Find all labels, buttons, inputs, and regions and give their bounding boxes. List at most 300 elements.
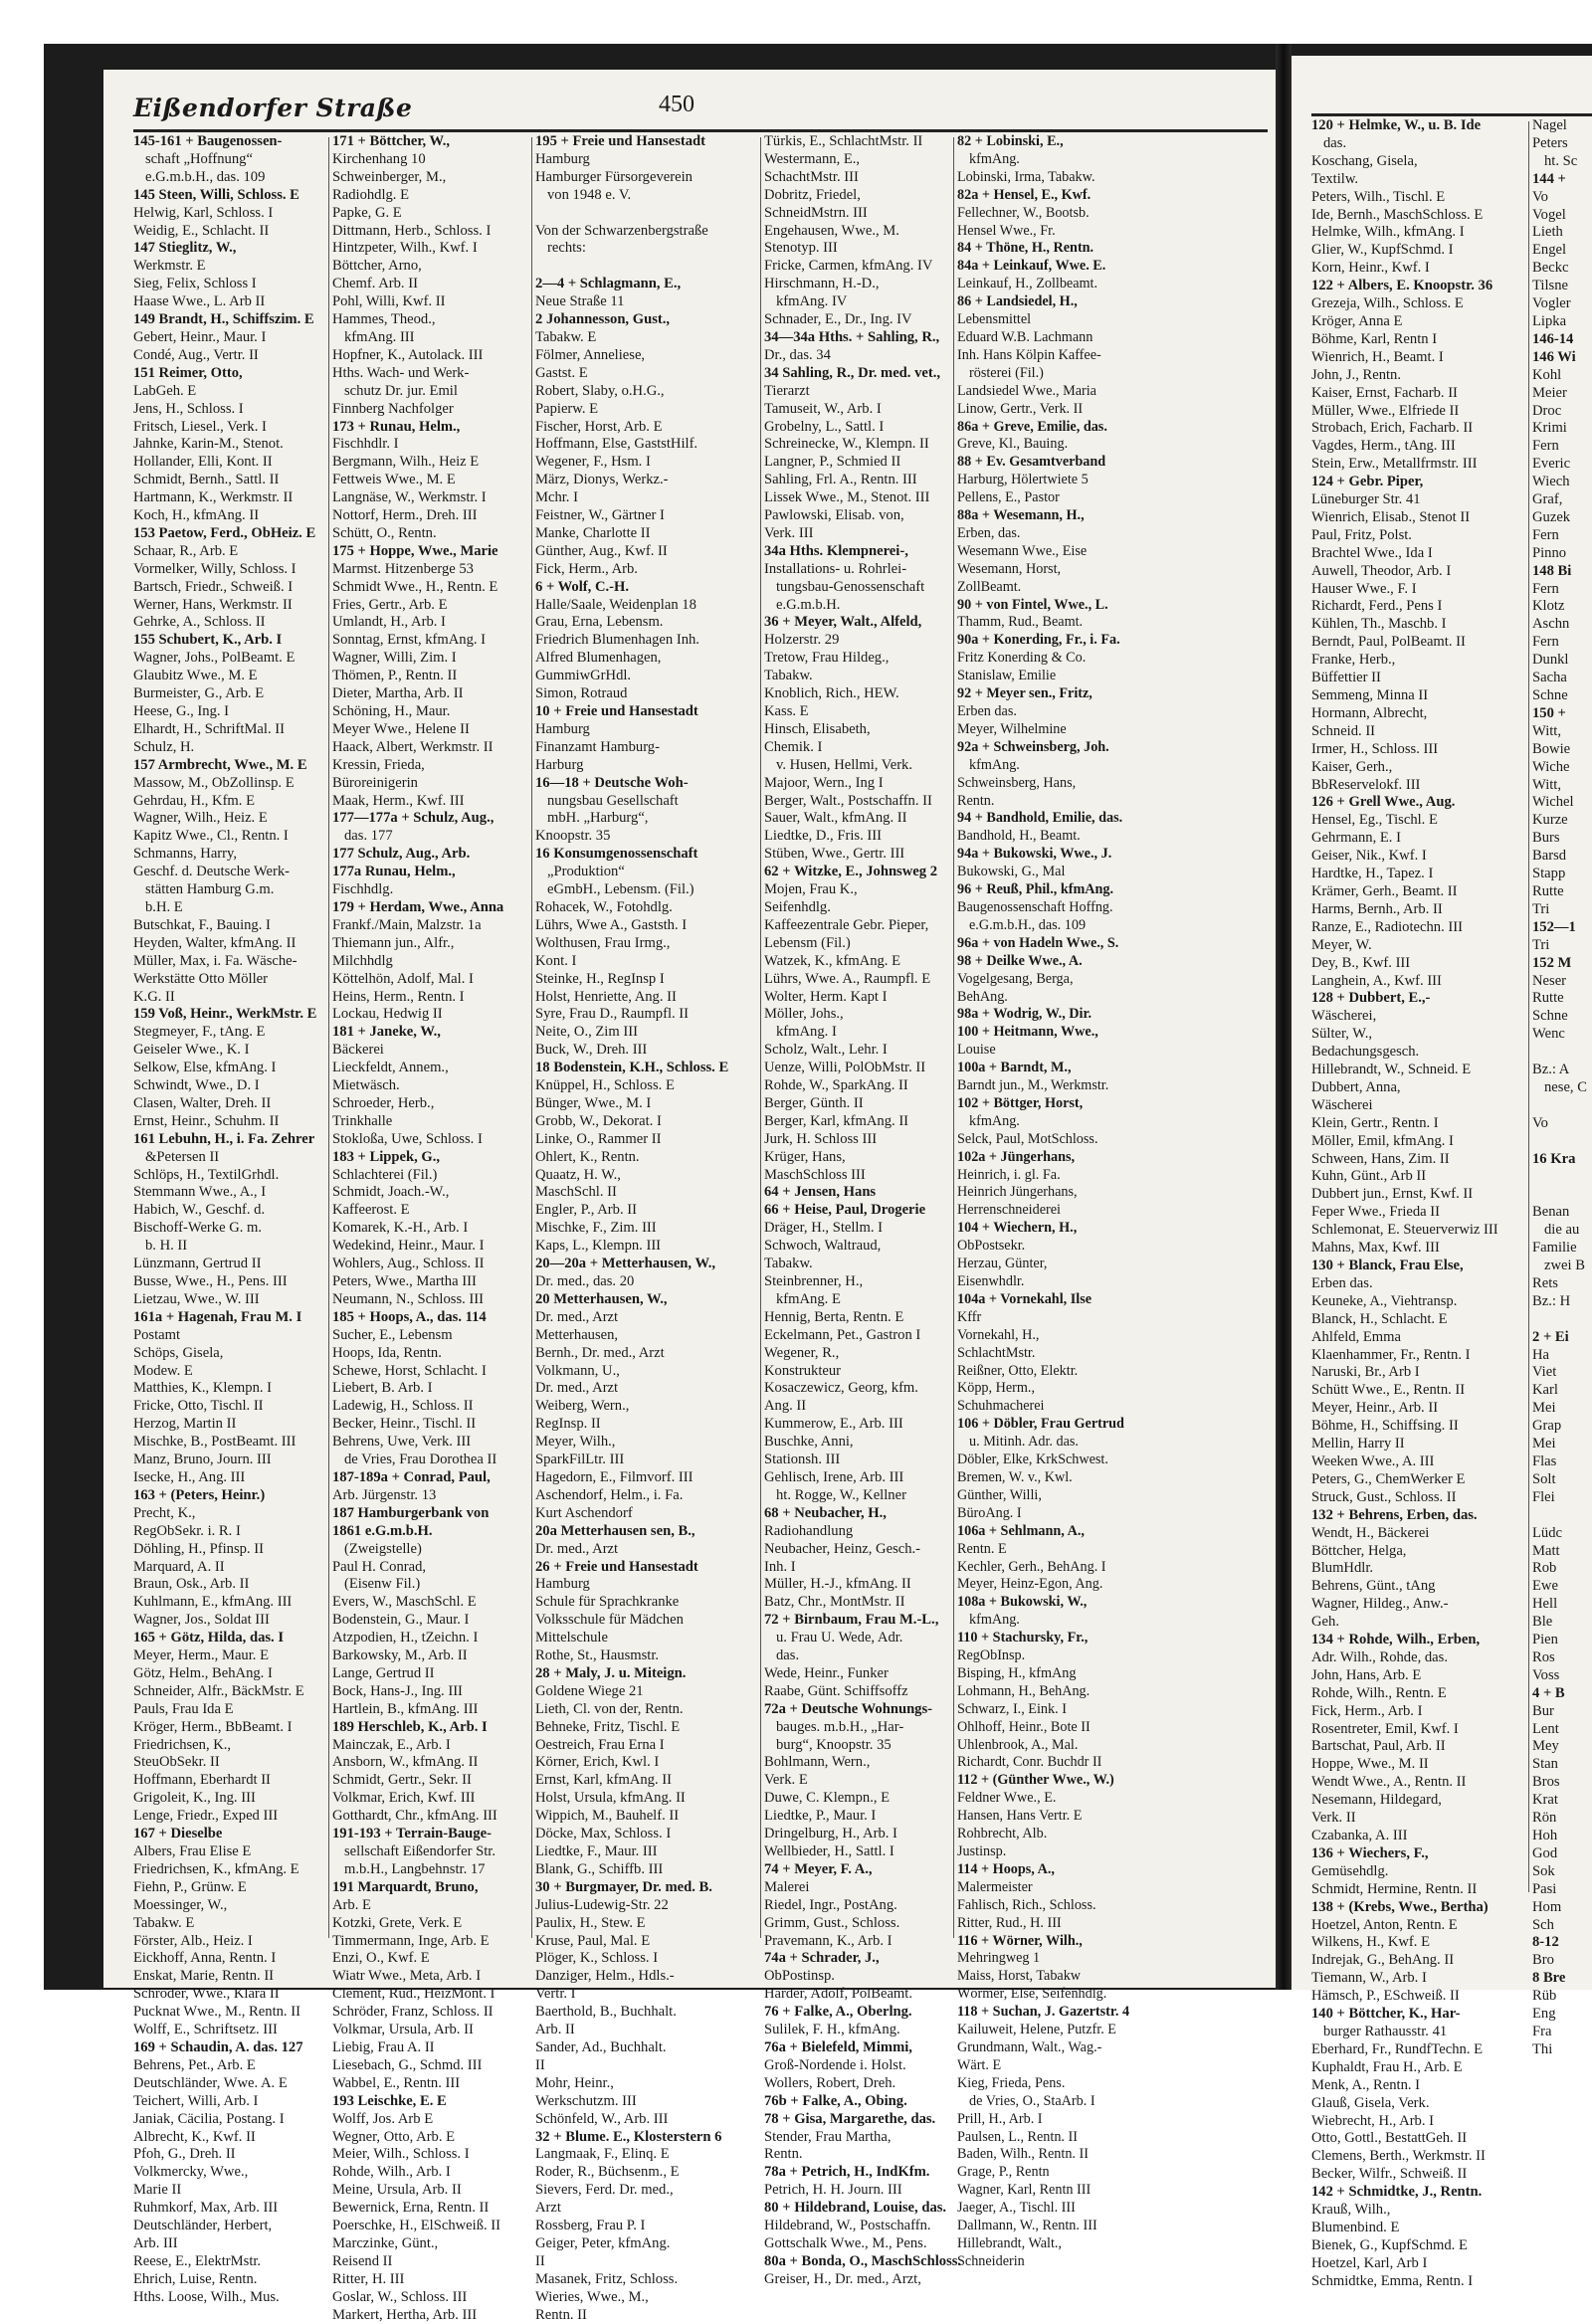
directory-entry-line: Umlandt, H., Arb. I [332, 614, 446, 631]
directory-entry-line: Arb. II [535, 2022, 575, 2038]
directory-entry-line: Ros [1532, 1648, 1555, 1665]
directory-entry-line: Seifenhdlg. [764, 898, 831, 915]
directory-entry-line: II [535, 2252, 545, 2269]
directory-entry-line: Hammes, Theod., [332, 311, 436, 328]
directory-entry-line: Erben, das. [957, 524, 1021, 541]
directory-entry-line: Hauser Wwe., F. I [1311, 580, 1417, 597]
directory-entry-line: Hillebrandt, W., Schneid. E [1311, 1062, 1472, 1078]
directory-entry-line: BlumHdlr. [1311, 1560, 1374, 1577]
directory-entry-line: Tretow, Frau Hildeg., [764, 650, 890, 667]
directory-entry-line: Becker, Wilfr., Schweiß. II [1311, 2166, 1468, 2183]
directory-entry-line: Arb. E [332, 1896, 371, 1913]
directory-entry-line: Ha [1532, 1346, 1550, 1363]
directory-entry-line: Harder, Adolf, PolBeamt. [764, 1986, 912, 2003]
directory-entry-line: Pfoh, G., Dreh. II [133, 2146, 236, 2163]
directory-entry-line: 191-193 + Terrain-Bauge- [332, 1826, 492, 1842]
directory-entry-line: Müller, Max, i. Fa. Wäsche- [133, 952, 298, 969]
directory-entry-line: Schütt, O., Rentn. [332, 524, 437, 541]
directory-entry-line: Pinno [1532, 544, 1567, 561]
directory-entry-line: rösterei (Fil.) [969, 364, 1044, 381]
directory-entry-line: 126 + Grell Wwe., Aug. [1311, 794, 1456, 811]
directory-entry-line: Rutte [1532, 882, 1564, 899]
directory-entry-line: Wollers, Robert, Dreh. [764, 2074, 896, 2091]
directory-entry-line: 10 + Freie und Hansestadt [535, 703, 698, 719]
directory-entry-line: Ranze, E., Radiotechn. III [1311, 918, 1463, 935]
directory-entry-line: b. H. II [145, 1238, 188, 1255]
directory-entry-line: &Petersen II [145, 1148, 220, 1165]
directory-entry-line: Tabakw. E [133, 1914, 195, 1931]
directory-entry-line: Stanislaw, Emilie [957, 668, 1057, 684]
directory-entry-line: Fra [1532, 2023, 1552, 2039]
directory-entry-line: 92 + Meyer sen., Fritz, [957, 685, 1093, 702]
directory-entry-line: Bukowski, G., Mal [957, 864, 1066, 880]
street-heading: Eißendorfer Straße [133, 94, 413, 122]
directory-entry-line: Kressin, Frieda, [332, 756, 425, 773]
directory-entry-line: Marmst. Hitzenberge 53 [332, 560, 474, 577]
directory-entry-line: Leinkauf, H., Zollbeamt. [957, 276, 1098, 292]
directory-entry-line: Solt [1532, 1470, 1556, 1487]
directory-entry-line: Lieth, Cl. von der, Rentn. [535, 1700, 684, 1717]
directory-entry-line: Lührs, Wwe. A., Raumpfl. E [764, 970, 931, 987]
directory-entry-line: Weeken Wwe., A. III [1311, 1452, 1435, 1469]
directory-entry-line: 96a + von Hadeln Wwe., S. [957, 934, 1119, 951]
directory-entry-line: Meyer, Wilh., [535, 1434, 616, 1451]
directory-entry-line: Fischhdlg. [332, 881, 394, 898]
directory-entry-line: Schröder, Wwe., Klara II [133, 1986, 280, 2003]
directory-entry-line: Aschendorf, Helm., i. Fa. [535, 1486, 684, 1503]
directory-entry-line: Wenc [1532, 1026, 1565, 1043]
directory-entry-line: kfmAng. IV [776, 293, 848, 310]
directory-entry-line: Greve, Kl., Bauing. [957, 436, 1069, 453]
directory-entry-line: SchlachtMstr. [957, 1344, 1036, 1361]
directory-entry-line: Lebensmittel [957, 311, 1032, 328]
directory-entry-line: 161a + Hagenah, Frau M. I [133, 1308, 302, 1325]
directory-entry-line: Manke, Charlotte II [535, 524, 651, 541]
directory-entry-line: Braun, Osk., Arb. II [133, 1576, 250, 1593]
directory-entry-line: Kruse, Paul, Mal. E [535, 1932, 651, 1949]
directory-entry-line: Clasen, Walter, Dreh. II [133, 1094, 272, 1111]
directory-entry-line: Nagel [1532, 117, 1567, 133]
directory-entry-line: Meyer, Heinz-Egon, Ang. [957, 1576, 1103, 1593]
directory-entry-line: Grezeja, Wilh., Schloss. E [1311, 295, 1464, 312]
directory-entry-line: Buschke, Anni, [764, 1434, 854, 1451]
directory-entry-line: Stan [1532, 1756, 1558, 1773]
directory-entry-line: Sülter, W., [1311, 1026, 1373, 1043]
directory-entry-line: Arb. Jürgenstr. 13 [332, 1486, 437, 1503]
directory-entry-line: Wendt Wwe., A., Rentn. II [1311, 1774, 1467, 1791]
directory-entry-line: 20a Metterhausen sen, B., [535, 1522, 696, 1539]
directory-entry-line: Vormelker, Willy, Schloss. I [133, 560, 297, 577]
directory-entry-line: Behrens, Uwe, Verk. III [332, 1434, 472, 1451]
directory-entry-line: 8 Bre [1532, 1970, 1566, 1987]
directory-entry-line: Mehringweg 1 [957, 1950, 1041, 1967]
directory-entry-line: Wiche [1532, 758, 1570, 775]
directory-entry-line: 138 + (Krebs, Wwe., Bertha) [1311, 1898, 1489, 1915]
column-divider [953, 137, 954, 1938]
directory-entry-line: Schnader, E., Dr., Ing. IV [764, 311, 912, 328]
directory-entry-line: 74 + Meyer, F. A., [764, 1860, 873, 1877]
header-rule [133, 129, 1268, 132]
directory-entry-line: 88a + Wesemann, H., [957, 507, 1085, 524]
directory-entry-line: Gotthardt, Chr., kfmAng. III [332, 1808, 498, 1825]
directory-entry-line: Hoppe, Wwe., M. II [1311, 1756, 1429, 1773]
directory-entry-line: Peters, Wilh., Tischl. E [1311, 188, 1446, 205]
directory-entry-line: Goldene Wiege 21 [535, 1682, 644, 1699]
directory-entry-line: 16 Konsumgenossenschaft [535, 846, 698, 863]
directory-entry-line: Krat [1532, 1792, 1558, 1809]
directory-entry-line: Bewernick, Erna, Rentn. II [332, 2200, 490, 2217]
directory-entry-line: Sch [1532, 1916, 1554, 1933]
directory-entry-line: Wagner, Karl, Rentn III [957, 2182, 1092, 2199]
directory-entry-line: Pawlowski, Elisab. von, [764, 507, 904, 524]
directory-entry-line: u. Frau U. Wede, Adr. [776, 1630, 903, 1646]
directory-entry-line: Burmeister, G., Arb. E [133, 685, 265, 702]
directory-entry-line: Simon, Rotraud [535, 685, 628, 702]
directory-entry-line: sellschaft Eißendorfer Str. [344, 1843, 496, 1859]
directory-entry-line: Wellbieder, H., Sattl. I [764, 1843, 895, 1859]
directory-entry-line: Nottorf, Herm., Dreh. III [332, 507, 478, 524]
directory-entry-line: 183 + Lippek, G., [332, 1148, 441, 1165]
directory-entry-line: Ohlert, K., Rentn. [535, 1148, 640, 1165]
directory-entry-line: Viet [1532, 1364, 1557, 1381]
directory-entry-line: Herzog, Martin II [133, 1416, 237, 1433]
directory-entry-line: Fries, Gertr., Arb. E [332, 596, 448, 613]
directory-entry-line: Lissek Wwe., M., Stenot. III [764, 489, 930, 506]
directory-entry-line: Guzek [1532, 508, 1571, 525]
directory-entry-line: Hoffmann, Else, GaststHilf. [535, 436, 698, 453]
directory-entry-line: Hell [1532, 1596, 1558, 1613]
directory-entry-line: Vo [1532, 188, 1548, 205]
directory-entry-line: Wolff, E., Schriftsetz. III [133, 2022, 278, 2038]
directory-entry-line: Wärt. E [957, 2056, 1002, 2073]
directory-entry-line: Stationsh. III [764, 1452, 841, 1468]
directory-entry-line: 150 + [1532, 704, 1566, 721]
directory-entry-line: Bartschat, Paul, Arb. II [1311, 1738, 1446, 1755]
directory-entry-line: Gehrdau, H., Kfm. E [133, 792, 255, 809]
directory-entry-line: 64 + Jensen, Hans [764, 1184, 877, 1201]
directory-entry-line [1532, 1507, 1592, 1525]
directory-entry-line: Selkow, Else, kfmAng. I [133, 1060, 277, 1076]
directory-entry-line: 76a + Bielefeld, Mimmi, [764, 2038, 912, 2055]
directory-entry-line: Rentn. [764, 2146, 803, 2163]
directory-entry-line: Hamburg [535, 1576, 590, 1593]
directory-entry-line: Ernst, Heinr., Schuhm. II [133, 1112, 280, 1129]
directory-entry-line: LabGeh. E [133, 382, 197, 399]
directory-entry-line: Wiatr Wwe., Meta, Arb. I [332, 1968, 482, 1985]
directory-entry-line: Mojen, Frau K., [764, 881, 858, 898]
directory-entry-line: Wagner, Jos., Soldat III [133, 1612, 270, 1629]
directory-entry-line: Isecke, H., Ang. III [133, 1468, 246, 1485]
directory-entry-line: Textilw. [1311, 170, 1359, 187]
directory-entry-line: ObPostsekr. [957, 1238, 1026, 1255]
directory-entry-line: Schröder, Franz, Schloss. II [332, 2004, 494, 2021]
directory-entry-line: Hildebrand, W., Postschaffn. [764, 2218, 931, 2234]
directory-entry-line: 80a + Bonda, O., MaschSchloss. [764, 2252, 962, 2269]
directory-entry-line: Volkmar, Erich, Kwf. III [332, 1790, 476, 1807]
directory-entry-line: 187-189a + Conrad, Paul, [332, 1468, 491, 1485]
directory-entry-line: Schlachterei (Fil.) [332, 1166, 438, 1183]
directory-entry-line: Körner, Erich, Kwl. I [535, 1754, 660, 1771]
directory-entry-line: Dubbert jun., Ernst, Kwf. II [1311, 1186, 1474, 1203]
directory-entry-line: Kühlen, Th., Maschb. I [1311, 616, 1447, 633]
directory-entry-line: Installations- u. Rohrlei- [764, 560, 907, 577]
directory-entry-line: Hom [1532, 1898, 1562, 1915]
directory-entry-line: Batz, Chr., MontMstr. II [764, 1594, 905, 1611]
directory-entry-line: Klotz [1532, 598, 1565, 615]
directory-entry-line: Lockau, Hedwig II [332, 1006, 443, 1023]
directory-entry-line: Thiemann jun., Alfr., [332, 934, 455, 951]
directory-entry-line: Schneid. II [1311, 722, 1376, 739]
directory-entry-line: 26 + Freie und Hansestadt [535, 1558, 698, 1575]
directory-entry-line: Gehrmann, E. I [1311, 830, 1401, 847]
directory-entry-line: Klaenhammer, Fr., Rentn. I [1311, 1346, 1471, 1363]
directory-entry-line: Duwe, C. Klempn., E [764, 1790, 891, 1807]
directory-entry-line: Danziger, Helm., Hdls.- [535, 1968, 675, 1985]
directory-entry-line: Trinkhalle [332, 1112, 393, 1129]
directory-entry-line: Greiser, H., Dr. med., Arzt, [764, 2270, 921, 2287]
directory-entry-line: Karl [1532, 1382, 1558, 1399]
directory-entry-line: Schmidt Wwe., H., Rentn. E [332, 578, 498, 595]
directory-entry-line: Arzt [535, 2200, 561, 2217]
directory-entry-line: Förster, Alb., Heiz. I [133, 1932, 253, 1949]
directory-entry-line: Rohde, Wilh., Arb. I [332, 2164, 451, 2181]
directory-entry-line: Butschkat, F., Bauing. I [133, 916, 271, 933]
directory-entry-line: Heinrich, i. gl. Fa. [957, 1166, 1061, 1183]
directory-entry-line: Linke, O., Rammer II [535, 1130, 662, 1147]
directory-entry-line: Gehlisch, Irene, Arb. III [764, 1468, 904, 1485]
directory-entry-line: Nesemann, Hildegard, [1311, 1792, 1442, 1809]
directory-entry-line: Schulz, H. [133, 738, 195, 755]
directory-entry-line: 100 + Heitmann, Wwe., [957, 1024, 1098, 1041]
directory-entry-line: Fricke, Otto, Tischl. II [133, 1398, 264, 1415]
directory-entry-line: 16 Kra [1532, 1150, 1576, 1167]
directory-entry-line: Habich, W., Geschf. d. [133, 1202, 266, 1219]
directory-entry-line: 185 + Hoops, A., das. 114 [332, 1308, 487, 1325]
directory-entry-line: Mainczak, E., Arb. I [332, 1736, 451, 1753]
directory-entry-line: 2 + Ei [1532, 1328, 1569, 1345]
directory-entry-line: Hamburg [535, 720, 590, 737]
directory-entry-line: Sieg, Felix, Schloss I [133, 276, 257, 292]
column-5 [957, 133, 1264, 2269]
directory-columns [133, 133, 1268, 2323]
directory-entry-line: Friedrichsen, K., [133, 1736, 232, 1753]
directory-entry-line: Werkstätte Otto Möller [133, 970, 268, 987]
directory-entry-line: Friedrichsen, K., kfmAng. E [133, 1860, 299, 1877]
directory-entry-line: Gebert, Heinr., Maur. I [133, 328, 267, 345]
directory-entry-line: 104 + Wiechern, H., [957, 1220, 1078, 1237]
directory-entry-line: Ernst, Karl, kfmAng. II [535, 1772, 672, 1789]
directory-entry-line: 145 Steen, Willi, Schloss. E [133, 186, 299, 203]
directory-entry-line: 100a + Barndt, M., [957, 1060, 1072, 1076]
directory-entry-line: 84a + Leinkauf, Wwe. E. [957, 258, 1106, 275]
directory-entry-line: Döhling, H., Pfinsp. II [133, 1540, 264, 1557]
directory-entry-line: Grap [1532, 1418, 1562, 1435]
directory-entry-line: Wagner, Hildeg., Anw.- [1311, 1596, 1449, 1613]
directory-entry-line: Harburg, Hölertwiete 5 [957, 472, 1089, 488]
directory-entry-line: Rohbrecht, Alb. [957, 1826, 1048, 1842]
directory-entry-line: Precht, K., [133, 1504, 196, 1521]
directory-entry-line: Flas [1532, 1452, 1557, 1469]
directory-entry-line: Clement, Rud., HeizMont. I [332, 1986, 496, 2003]
directory-entry-line: Bandhold, H., Beamt. [957, 828, 1081, 845]
directory-entry-line: Hensel Wwe., Fr. [957, 222, 1056, 239]
directory-entry-line: Kaffeerost. E [332, 1202, 410, 1219]
directory-entry-line: Schween, Hans, Zim. II [1311, 1150, 1450, 1167]
directory-entry-line: Heyden, Walter, kfmAng. II [133, 934, 297, 951]
directory-entry-line: Maiss, Horst, Tabakw [957, 1968, 1082, 1985]
directory-entry-line: Berger, Günth. II [764, 1094, 864, 1111]
directory-entry-line: Radiohandlung [764, 1522, 854, 1539]
directory-entry-line: Erben das. [957, 703, 1017, 719]
directory-entry-line: Hamburger Fürsorgeverein [535, 168, 693, 185]
directory-entry-line: 173 + Runau, Helm., [332, 418, 461, 435]
directory-entry-line: Naruski, Br., Arb I [1311, 1364, 1420, 1381]
directory-entry-line: Stein, Erw., Metallfrmstr. III [1311, 456, 1478, 473]
directory-entry-line: Feistner, W., Gärtner I [535, 507, 665, 524]
directory-entry-line: Engel [1532, 242, 1567, 259]
directory-entry-line: Hoffmann, Eberhardt II [133, 1772, 271, 1789]
directory-entry-line: Bäckerei [332, 1042, 384, 1059]
directory-entry-line: de Vries, Frau Dorothea II [344, 1452, 498, 1468]
directory-entry-line: Markert, Hertha, Arb. III [332, 2306, 478, 2323]
directory-entry-line: Wiech [1532, 474, 1570, 490]
directory-entry-line: 112 + (Günther Wwe., W.) [957, 1772, 1114, 1789]
directory-entry-line: Mohr, Heinr., [535, 2074, 614, 2091]
directory-entry-line: Hamburg [535, 150, 590, 167]
directory-entry-line: 32 + Blume. E., Klosterstern 6 [535, 2128, 722, 2145]
directory-entry-line: Lobinski, Irma, Tabakw. [957, 168, 1095, 185]
directory-entry-line: 118 + Suchan, J. Gazertstr. 4 [957, 2004, 1130, 2021]
directory-entry-line: Günther, Willi, [957, 1486, 1042, 1503]
directory-entry-line: Sahling, Frl. A., Rentn. III [764, 472, 917, 488]
directory-entry-line: Marie II [133, 2182, 182, 2199]
directory-entry-line: Flei [1532, 1488, 1555, 1505]
directory-entry-line: Erben das. [1311, 1274, 1373, 1291]
directory-entry-line: Ritter, H. III [332, 2270, 405, 2287]
directory-entry-line: 177a Runau, Helm., [332, 864, 456, 880]
directory-entry-line: Fick, Herm., Arb. I [1311, 1702, 1423, 1719]
directory-entry-line: Bartsch, Friedr., Schweiß. I [133, 578, 294, 595]
directory-entry-line: Sucher, E., Lebensm [332, 1326, 453, 1343]
directory-entry-line: Frankf./Main, Malzstr. 1a [332, 916, 482, 933]
directory-entry-line: Schneider, Alfr., BäckMstr. E [133, 1682, 304, 1699]
directory-entry-line: Inh. Hans Kölpin Kaffee- [957, 346, 1101, 363]
directory-entry-line: 36 + Meyer, Walt., Alfeld, [764, 614, 922, 631]
directory-entry-line: Malermeister [957, 1878, 1033, 1895]
directory-entry-line: Hollander, Elli, Kont. II [133, 454, 273, 471]
directory-entry-line: Dr. med., Arzt [535, 1380, 619, 1397]
directory-entry-line: RegInsp. II [535, 1416, 601, 1433]
directory-entry-line: 151 Reimer, Otto, [133, 364, 243, 381]
column-7 [1532, 117, 1592, 2059]
directory-entry-line: Rentn. II [535, 2306, 587, 2323]
directory-entry-line: Fischer, Horst, Arb. E [535, 418, 663, 435]
directory-entry-line: Dubbert, Anna, [1311, 1078, 1401, 1095]
directory-entry-line: Langmaak, F., Elinq. E [535, 2146, 670, 2163]
directory-entry-line: 84 + Thöne, H., Rentn. [957, 240, 1094, 257]
directory-entry-line: Weidig, E., Schlacht. II [133, 222, 270, 239]
directory-entry-line: Liebig, Frau A. II [332, 2038, 435, 2055]
directory-entry-line: Eckelmann, Pet., Gastron I [764, 1326, 921, 1343]
directory-entry-line: Teichert, Willi, Arb. I [133, 2092, 259, 2109]
directory-entry-line: RegObSekr. i. R. I [133, 1522, 241, 1539]
directory-entry-line: Harburg [535, 756, 584, 773]
directory-entry-line: Rohde, Wilh., Rentn. E [1311, 1684, 1447, 1701]
directory-entry-line: Götz, Helm., BehAng. I [133, 1664, 273, 1681]
directory-entry-line: Wendt, H., Bäckerei [1311, 1524, 1430, 1541]
directory-entry-line: Schmidt, Hermine, Rentn. II [1311, 1880, 1478, 1897]
directory-entry-line: (Eisenw Fil.) [344, 1576, 421, 1593]
directory-entry-line: Kirchenhang 10 [332, 150, 426, 167]
directory-entry-line: 130 + Blanck, Frau Else, [1311, 1258, 1464, 1273]
directory-entry-line: GummiwGrHdl. [535, 668, 632, 684]
directory-entry-line: Kailuweit, Helene, Putzfr. E [957, 2022, 1116, 2038]
page-header [133, 80, 1268, 131]
directory-entry-line: Ide, Bernh., MaschSchloss. E [1311, 206, 1484, 223]
directory-entry-line: 90 + von Fintel, Wwe., L. [957, 596, 1108, 613]
directory-entry-line: Lieth [1532, 224, 1563, 241]
directory-entry-line: Bohlmann, Wern., [764, 1754, 871, 1771]
directory-entry-line: zwei B [1544, 1258, 1585, 1273]
directory-entry-line: Büroreinigerin [332, 774, 418, 791]
directory-entry-line: Schwindt, Wwe., D. I [133, 1077, 260, 1094]
directory-entry-line: Deutschländer, Herbert, [133, 2218, 273, 2234]
directory-entry-line: 68 + Neubacher, H., [764, 1504, 887, 1521]
directory-entry-line: Kaps, L., Klempn. III [535, 1238, 662, 1255]
directory-entry-line: Steinbrenner, H., [764, 1273, 864, 1289]
directory-entry-line: Wieries, Wwe., M., [535, 2288, 649, 2305]
directory-entry-line: RegObInsp. [957, 1647, 1026, 1664]
directory-entry-line: Vornekahl, H., [957, 1326, 1040, 1343]
directory-entry-line: BehAng. [957, 988, 1008, 1005]
directory-entry-line: u. Mitinh. Adr. das. [969, 1434, 1079, 1451]
directory-entry-line: Mei [1532, 1436, 1556, 1452]
directory-entry-line: 155 Schubert, K., Arb. I [133, 632, 283, 649]
directory-entry-line: Schmanns, Harry, [133, 846, 238, 863]
directory-entry-line: stätten Hamburg G.m. [145, 881, 275, 898]
directory-entry-line: Feldner Wwe., E. [957, 1790, 1057, 1807]
directory-entry-line: Roder, R., Büchsenm., E [535, 2164, 680, 2181]
directory-entry-line: Fiehn, P., Grünw. E [133, 1878, 247, 1895]
directory-entry-line: Eickhoff, Anna, Rentn. I [133, 1950, 277, 1967]
next-page-edge [1292, 56, 1592, 2289]
directory-entry-line: SchneidMstrn. III [764, 204, 868, 221]
directory-entry-line: Plöger, K., Schloss. I [535, 1950, 659, 1967]
directory-entry-line: 128 + Dubbert, E.,- [1311, 990, 1431, 1007]
directory-entry-line: Grobelny, L., Sattl. I [764, 418, 885, 435]
directory-entry-line: Kaiser, Gerh., [1311, 758, 1393, 775]
directory-entry-line: Berger, Walt., Postschaffn. II [764, 792, 932, 809]
directory-entry-line: 116 + Wörner, Wilh., [957, 1932, 1083, 1949]
directory-entry-line: Dieter, Martha, Arb. II [332, 685, 464, 702]
directory-entry-line: II [535, 2056, 545, 2073]
directory-entry-line: Stender, Frau Martha, [764, 2128, 892, 2145]
directory-entry-line: Rüb [1532, 1988, 1557, 2005]
directory-entry-line: Quaatz, H. W., [535, 1166, 621, 1183]
directory-entry-line: 34 Sahling, R., Dr. med. vet., [764, 364, 941, 381]
directory-entry-line: Eisenwhdlr. [957, 1273, 1025, 1289]
directory-entry-line: Krämer, Gerh., Beamt. II [1311, 882, 1458, 899]
directory-entry-line: 94 + Bandhold, Emilie, das. [957, 810, 1123, 827]
directory-entry-line: MaschSchl. II [535, 1184, 617, 1201]
directory-entry-line: Grundmann, Walt., Wag.- [957, 2038, 1102, 2055]
directory-entry-line: Bünger, Wwe., M. I [535, 1094, 652, 1111]
directory-entry-line: die au [1544, 1222, 1580, 1239]
directory-entry-line: Wabbel, E., Rentn. III [332, 2074, 461, 2091]
directory-entry-line: Bremen, W. v., Kwl. [957, 1468, 1073, 1485]
directory-entry-line: 134 + Rohde, Wilh., Erben, [1311, 1632, 1481, 1648]
directory-entry-line: Pellens, E., Pastor [957, 489, 1060, 506]
